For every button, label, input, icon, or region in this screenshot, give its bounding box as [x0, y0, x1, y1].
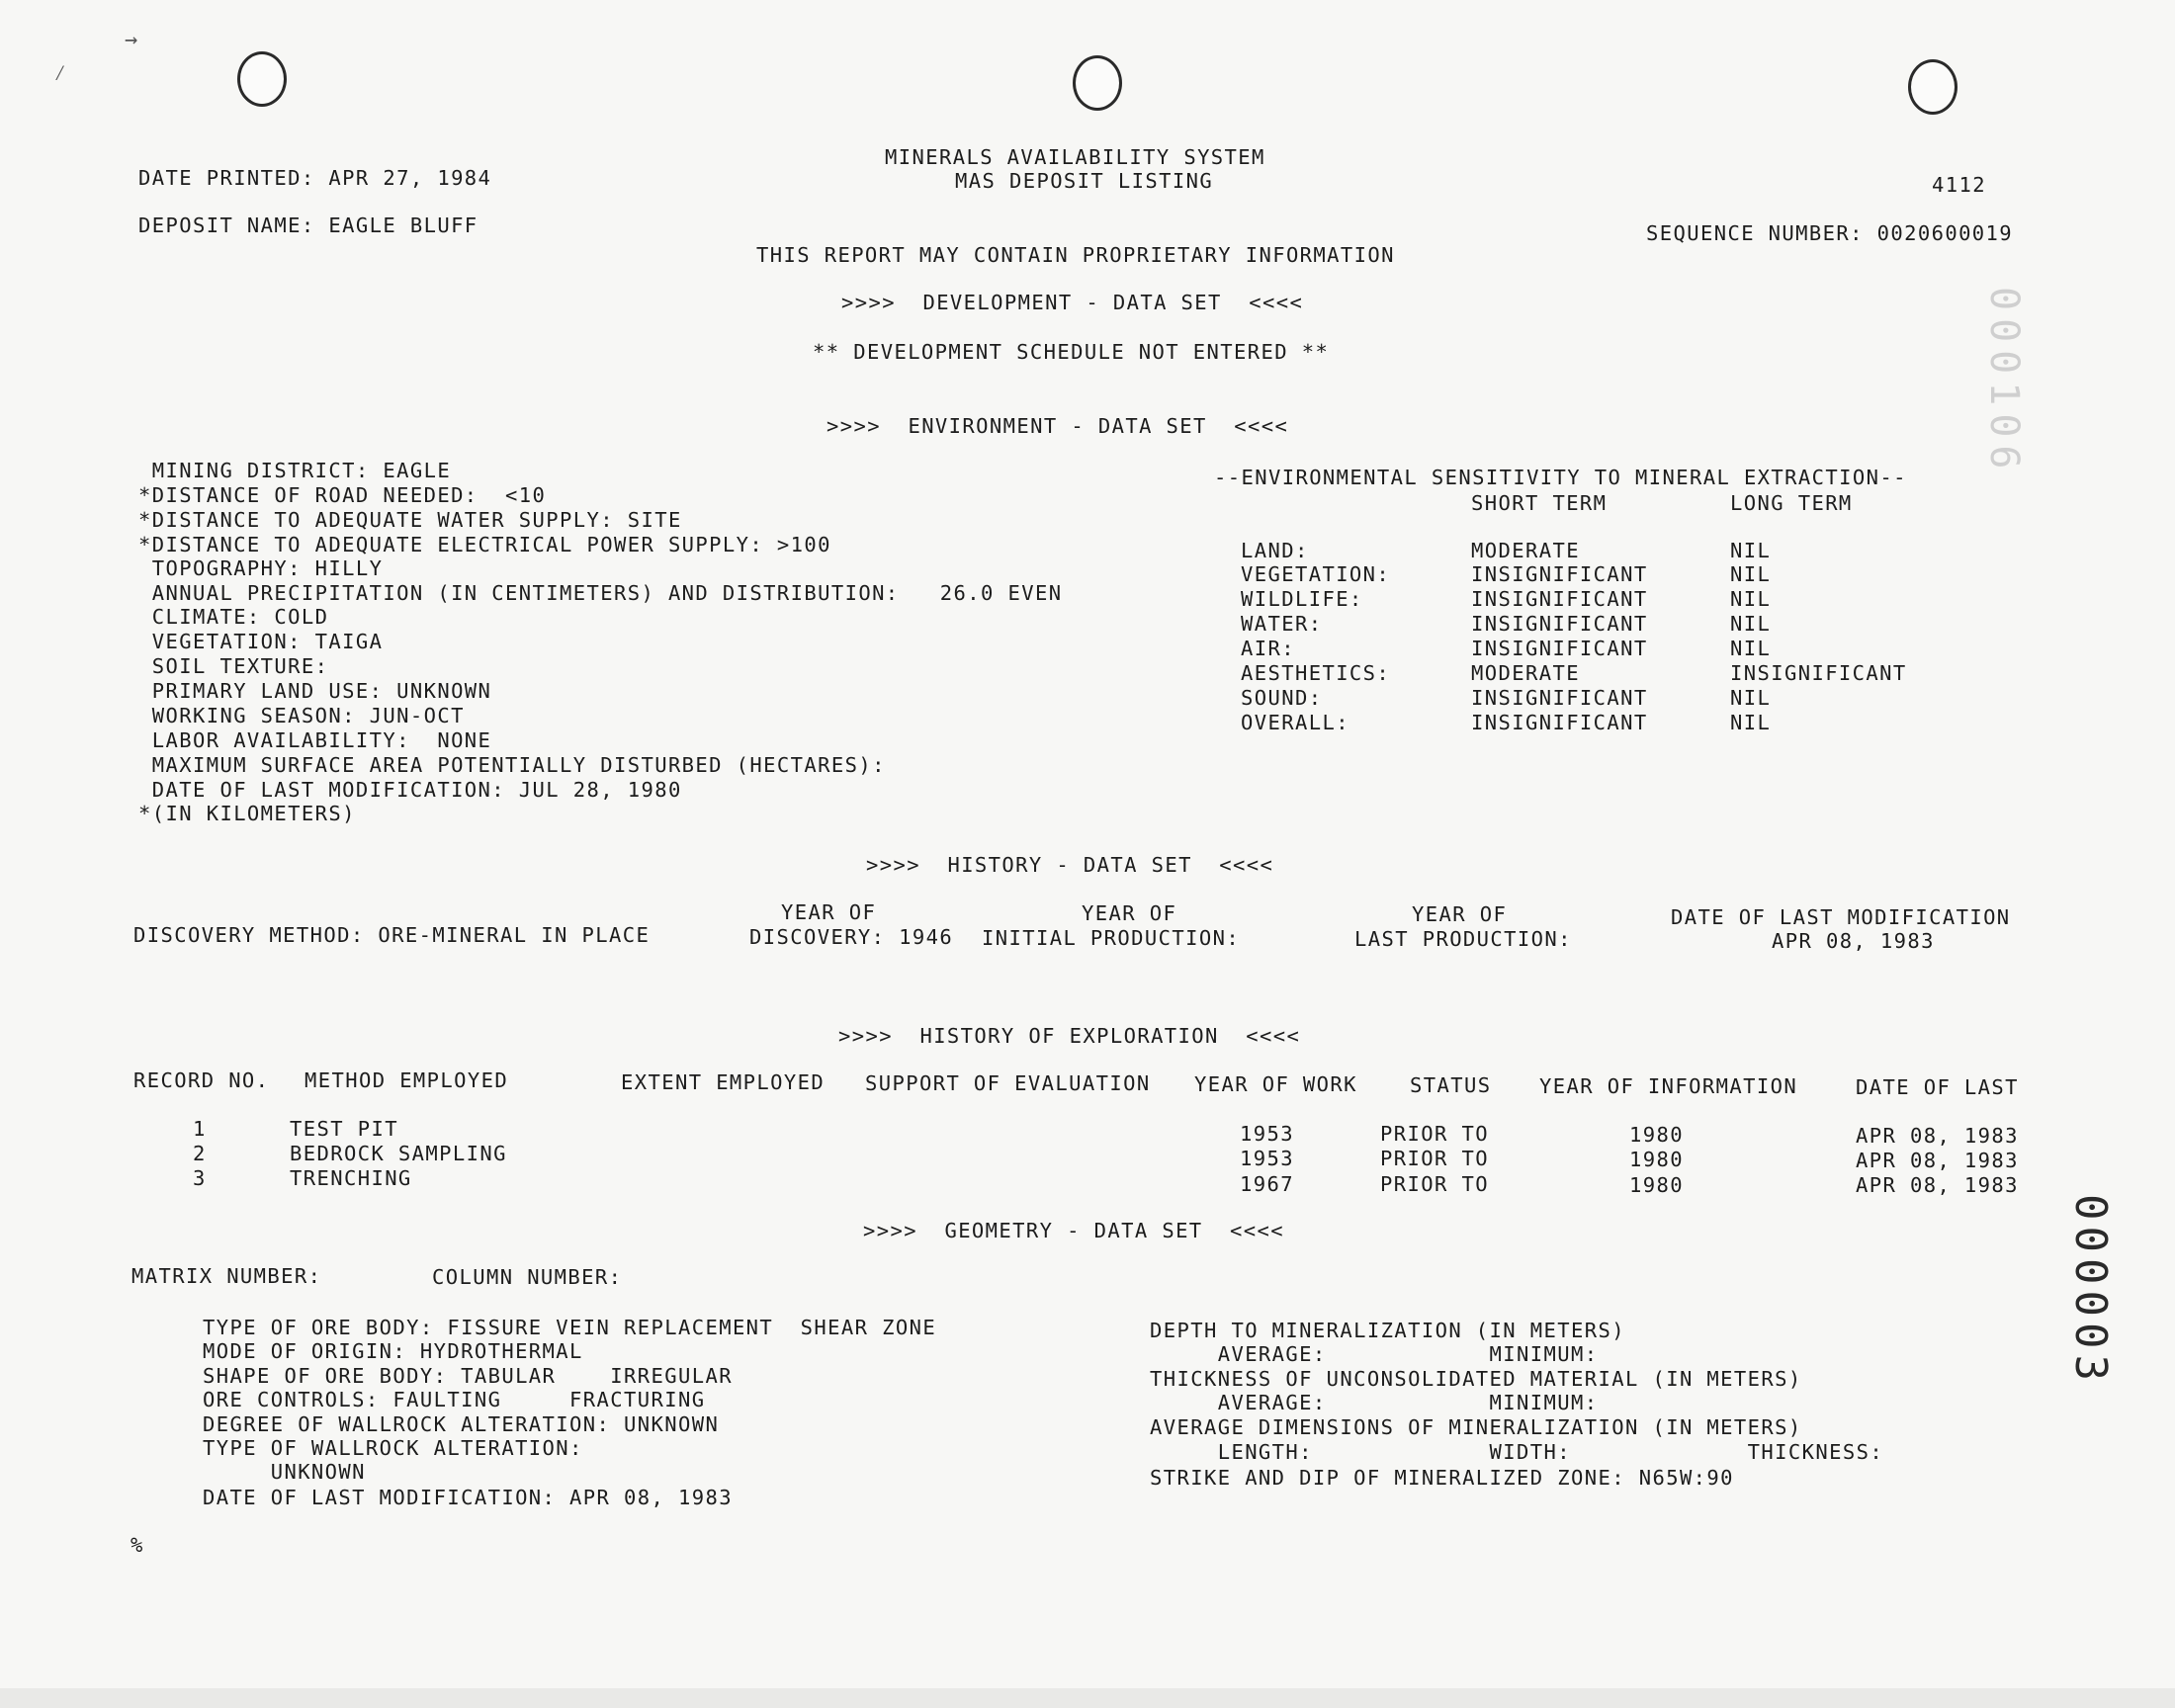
geometry-line: SHAPE OF ORE BODY: TABULAR IRREGULAR — [203, 1364, 733, 1388]
sensitivity-row-long: NIL — [1730, 539, 1772, 562]
env-line: CLIMATE: COLD — [138, 605, 329, 629]
col-header-year-work: YEAR OF WORK — [1194, 1072, 1357, 1096]
env-line: *DISTANCE TO ADEQUATE ELECTRICAL POWER SUPPLY: >100 — [138, 533, 831, 556]
env-line: MINING DISTRICT: EAGLE — [138, 459, 452, 482]
cell-status: PRIOR TO — [1380, 1122, 1489, 1146]
geometry-line: ORE CONTROLS: FAULTING FRACTURING — [203, 1388, 706, 1411]
col-header-year-info: YEAR OF INFORMATION — [1539, 1074, 1798, 1098]
geometry-line: DATE OF LAST MODIFICATION: APR 08, 1983 — [203, 1486, 733, 1509]
scan-tick-mark: ⁄ — [53, 61, 67, 86]
cell-year-info: 1980 — [1629, 1173, 1684, 1197]
cell-record: 1 — [193, 1117, 207, 1141]
env-line: PRIMARY LAND USE: UNKNOWN — [138, 679, 492, 703]
sequence-number: SEQUENCE NUMBER: 0020600019 — [1646, 221, 2014, 245]
cell-year-work: 1953 — [1240, 1147, 1294, 1170]
geometry-line: AVERAGE: MINIMUM: — [1150, 1391, 1599, 1414]
geometry-line: UNKNOWN — [203, 1460, 366, 1484]
deposit-name: DEPOSIT NAME: EAGLE BLUFF — [138, 214, 478, 237]
cell-record: 2 — [193, 1142, 207, 1165]
sensitivity-row-long: NIL — [1730, 612, 1772, 636]
exploration-heading: >>>> HISTORY OF EXPLORATION <<<< — [838, 1024, 1301, 1048]
sensitivity-row-label: AESTHETICS: — [1241, 661, 1391, 685]
column-number: COLUMN NUMBER: — [432, 1265, 623, 1289]
env-line: TOPOGRAPHY: HILLY — [138, 556, 384, 580]
geometry-line: TYPE OF ORE BODY: FISSURE VEIN REPLACEMENT SHEAR ZONE — [203, 1316, 937, 1339]
proprietary-notice: THIS REPORT MAY CONTAIN PROPRIETARY INFORMATION — [756, 243, 1395, 267]
cell-year-info: 1980 — [1629, 1148, 1684, 1171]
geometry-line: AVERAGE: MINIMUM: — [1150, 1342, 1599, 1366]
env-line: MAXIMUM SURFACE AREA POTENTIALLY DISTURBED (HECTARES): — [138, 753, 886, 777]
env-line: *(IN KILOMETERS) — [138, 802, 356, 825]
sensitivity-title: --ENVIRONMENTAL SENSITIVITY TO MINERAL EXTRACTION-- — [1214, 466, 1907, 489]
env-line: *DISTANCE TO ADEQUATE WATER SUPPLY: SITE — [138, 508, 682, 532]
env-line: ANNUAL PRECIPITATION (IN CENTIMETERS) AND DISTRIBUTION: 26.0 EVEN — [138, 581, 1063, 605]
cell-year-info: 1980 — [1629, 1123, 1684, 1147]
history-last-mod-value: APR 08, 1983 — [1772, 929, 1935, 953]
geometry-line: AVERAGE DIMENSIONS OF MINERALIZATION (IN METERS) — [1150, 1415, 1802, 1439]
sensitivity-col-short: SHORT TERM — [1471, 491, 1608, 515]
date-printed: DATE PRINTED: APR 27, 1984 — [138, 166, 492, 190]
sensitivity-row-short: INSIGNIFICANT — [1471, 637, 1648, 660]
geometry-line: STRIKE AND DIP OF MINERALIZED ZONE: N65W:90 — [1150, 1466, 1734, 1490]
geometry-line: MODE OF ORIGIN: HYDROTHERMAL — [203, 1339, 583, 1363]
sensitivity-row-short: INSIGNIFICANT — [1471, 587, 1648, 611]
sensitivity-row-long: NIL — [1730, 562, 1772, 586]
col-header-extent: EXTENT EMPLOYED — [621, 1070, 826, 1094]
sensitivity-row-label: OVERALL: — [1241, 711, 1349, 734]
col-header-date-last: DATE OF LAST — [1856, 1075, 2019, 1099]
sensitivity-row-short: MODERATE — [1471, 661, 1580, 685]
cell-method: TEST PIT — [290, 1117, 398, 1141]
initial-production: INITIAL PRODUCTION: — [982, 926, 1241, 950]
discovery-method: DISCOVERY METHOD: ORE-MINERAL IN PLACE — [133, 923, 651, 947]
page-code: 4112 — [1932, 173, 1986, 197]
binder-hole-right — [1908, 59, 1958, 115]
env-line: DATE OF LAST MODIFICATION: JUL 28, 1980 — [138, 778, 682, 802]
cell-year-work: 1953 — [1240, 1122, 1294, 1146]
sensitivity-row-label: AIR: — [1241, 637, 1295, 660]
sensitivity-row-long: NIL — [1730, 637, 1772, 660]
binder-hole-center — [1073, 55, 1122, 111]
sensitivity-col-long: LONG TERM — [1730, 491, 1853, 515]
sensitivity-row-short: MODERATE — [1471, 539, 1580, 562]
binder-hole-left — [237, 51, 287, 107]
last-production: LAST PRODUCTION: — [1354, 927, 1572, 951]
cell-status: PRIOR TO — [1380, 1147, 1489, 1170]
year-of-label-initial: YEAR OF — [1082, 901, 1177, 925]
scan-arrow-mark: → — [125, 28, 138, 52]
col-header-method: METHOD EMPLOYED — [304, 1068, 509, 1092]
sensitivity-row-label: LAND: — [1241, 539, 1309, 562]
cell-date-last: APR 08, 1983 — [1856, 1149, 2019, 1172]
cell-record: 3 — [193, 1166, 207, 1190]
faded-page-stamp: 000106 — [1981, 287, 2027, 477]
cell-year-work: 1967 — [1240, 1172, 1294, 1196]
cell-method: TRENCHING — [290, 1166, 412, 1190]
sensitivity-row-label: VEGETATION: — [1241, 562, 1391, 586]
geometry-line: DEPTH TO MINERALIZATION (IN METERS) — [1150, 1319, 1625, 1342]
env-line: *DISTANCE OF ROAD NEEDED: <10 — [138, 483, 547, 507]
development-note: ** DEVELOPMENT SCHEDULE NOT ENTERED ** — [813, 340, 1330, 364]
year-of-label-last: YEAR OF — [1412, 902, 1508, 926]
col-header-record: RECORD NO. — [133, 1068, 270, 1092]
geometry-heading: >>>> GEOMETRY - DATA SET <<<< — [863, 1219, 1285, 1242]
history-heading: >>>> HISTORY - DATA SET <<<< — [866, 853, 1274, 877]
sensitivity-row-long: NIL — [1730, 711, 1772, 734]
env-line: WORKING SEASON: JUN-OCT — [138, 704, 465, 727]
percent-mark: % — [130, 1533, 144, 1557]
sensitivity-row-long: NIL — [1730, 686, 1772, 710]
col-header-support: SUPPORT OF EVALUATION — [865, 1071, 1151, 1095]
sensitivity-row-long: INSIGNIFICANT — [1730, 661, 1907, 685]
geometry-line: TYPE OF WALLROCK ALTERATION: — [203, 1436, 583, 1460]
history-last-mod-label: DATE OF LAST MODIFICATION — [1671, 905, 2011, 929]
year-of-label-discovery: YEAR OF — [781, 900, 877, 924]
sensitivity-row-short: INSIGNIFICANT — [1471, 612, 1648, 636]
cell-status: PRIOR TO — [1380, 1172, 1489, 1196]
env-line: VEGETATION: TAIGA — [138, 630, 384, 653]
listing-title: MAS DEPOSIT LISTING — [955, 169, 1214, 193]
system-title: MINERALS AVAILABILITY SYSTEM — [885, 145, 1265, 169]
sensitivity-row-label: WATER: — [1241, 612, 1323, 636]
development-heading: >>>> DEVELOPMENT - DATA SET <<<< — [841, 291, 1304, 314]
env-line: LABOR AVAILABILITY: NONE — [138, 728, 492, 752]
sensitivity-row-short: INSIGNIFICANT — [1471, 686, 1648, 710]
cell-method: BEDROCK SAMPLING — [290, 1142, 507, 1165]
sensitivity-row-label: WILDLIFE: — [1241, 587, 1363, 611]
discovery-year: DISCOVERY: 1946 — [749, 925, 954, 949]
environment-heading: >>>> ENVIRONMENT - DATA SET <<<< — [826, 414, 1289, 438]
geometry-line: DEGREE OF WALLROCK ALTERATION: UNKNOWN — [203, 1412, 720, 1436]
geometry-line: THICKNESS OF UNCONSOLIDATED MATERIAL (IN METERS) — [1150, 1367, 1802, 1391]
col-header-status: STATUS — [1410, 1073, 1492, 1097]
geometry-line: LENGTH: WIDTH: THICKNESS: — [1150, 1440, 1884, 1464]
cell-date-last: APR 08, 1983 — [1856, 1124, 2019, 1148]
page-number-stamp: 000003 — [2065, 1194, 2116, 1387]
sensitivity-row-short: INSIGNIFICANT — [1471, 562, 1648, 586]
env-line: SOIL TEXTURE: — [138, 654, 329, 678]
sensitivity-row-short: INSIGNIFICANT — [1471, 711, 1648, 734]
sensitivity-row-long: NIL — [1730, 587, 1772, 611]
matrix-number: MATRIX NUMBER: — [131, 1264, 322, 1288]
cell-date-last: APR 08, 1983 — [1856, 1173, 2019, 1197]
page-bottom-edge — [0, 1688, 2175, 1708]
sensitivity-row-label: SOUND: — [1241, 686, 1323, 710]
